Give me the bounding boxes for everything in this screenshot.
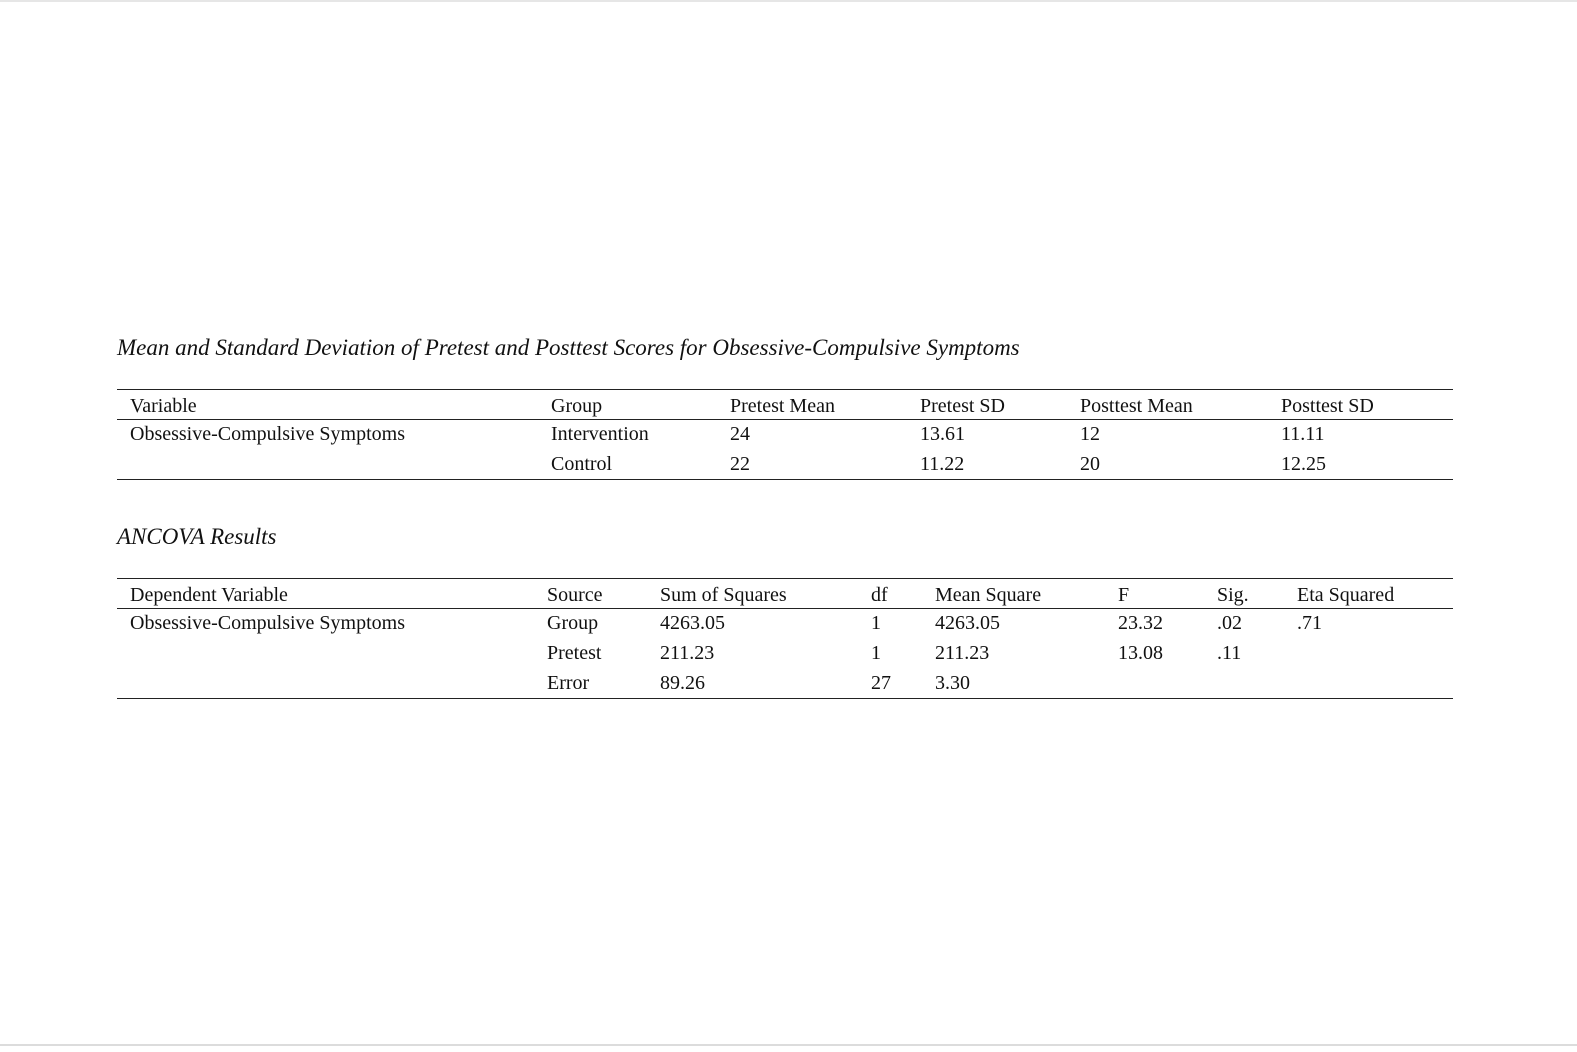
header-posttest-sd: Posttest SD — [1281, 390, 1453, 420]
cell-pretest-mean: 22 — [730, 450, 920, 480]
cell-source: Error — [547, 669, 660, 699]
ancova-table — [117, 578, 1453, 699]
cell-f: 13.08 — [1118, 642, 1163, 664]
cell-posttest-mean: 12 — [1080, 423, 1100, 446]
header-source: Source — [547, 579, 660, 609]
cell-df: 27 — [871, 669, 935, 699]
cell-eta-squared — [1297, 639, 1453, 669]
cell-eta-squared — [1297, 669, 1453, 699]
cell-source: Group — [547, 612, 599, 635]
cell-df: 1 — [871, 612, 881, 635]
cell-f: 23.32 — [1118, 612, 1163, 635]
table-header-row — [117, 579, 1453, 609]
table-row — [117, 639, 1453, 669]
cell-posttest-sd: 12.25 — [1281, 450, 1453, 480]
cell-variable: Obsessive-Compulsive Symptoms — [130, 423, 406, 446]
cell-mean-square: 4263.05 — [935, 612, 1000, 635]
cell-variable — [117, 450, 551, 480]
cell-sum-of-squares: 4263.05 — [660, 612, 725, 635]
cell-mean-square: 3.30 — [935, 669, 1118, 699]
table-header-row — [117, 390, 1453, 420]
table-row — [117, 669, 1453, 699]
cell-pretest-sd: 11.22 — [920, 450, 1080, 480]
cell-source: Pretest — [547, 642, 602, 664]
cell-f — [1118, 669, 1217, 699]
bottom-edge-rule — [0, 1044, 1577, 1046]
header-group: Group — [551, 390, 730, 420]
descriptives-table — [117, 389, 1453, 480]
header-eta-squared: Eta Squared — [1297, 579, 1453, 609]
descriptives-table-caption: Mean and Standard Deviation of Pretest and Posttest Scores for Obsessive-Compulsive Symptoms — [117, 335, 1020, 360]
cell-group: Control — [551, 450, 730, 480]
cell-sig: .02 — [1217, 612, 1242, 635]
header-f: F — [1118, 579, 1217, 609]
cell-group: Intervention — [551, 423, 649, 446]
cell-posttest-sd: 11.11 — [1281, 423, 1325, 446]
cell-pretest-sd: 13.61 — [920, 423, 965, 446]
cell-sum-of-squares: 89.26 — [660, 669, 871, 699]
header-df: df — [871, 579, 935, 609]
header-dependent-variable: Dependent Variable — [117, 579, 547, 609]
table-row — [117, 420, 1453, 450]
ancova-table-caption: ANCOVA Results — [117, 524, 277, 549]
header-posttest-mean: Posttest Mean — [1080, 390, 1281, 420]
cell-sig: .11 — [1217, 642, 1242, 664]
header-sum-of-squares: Sum of Squares — [660, 579, 871, 609]
cell-dependent-variable — [117, 669, 547, 699]
top-edge-rule — [0, 0, 1577, 2]
cell-mean-square: 211.23 — [935, 642, 990, 664]
cell-pretest-mean: 24 — [730, 423, 750, 446]
cell-dependent-variable — [117, 639, 547, 669]
header-sig: Sig. — [1217, 579, 1297, 609]
header-mean-square: Mean Square — [935, 579, 1118, 609]
header-pretest-mean: Pretest Mean — [730, 390, 920, 420]
cell-sum-of-squares: 211.23 — [660, 642, 715, 664]
cell-df: 1 — [871, 642, 881, 664]
header-pretest-sd: Pretest SD — [920, 390, 1080, 420]
cell-dependent-variable: Obsessive-Compulsive Symptoms — [130, 612, 406, 635]
table-row — [117, 609, 1453, 639]
cell-sig — [1217, 669, 1297, 699]
cell-eta-squared: .71 — [1297, 612, 1322, 635]
table-row — [117, 450, 1453, 480]
cell-posttest-mean: 20 — [1080, 450, 1281, 480]
header-variable: Variable — [117, 390, 551, 420]
